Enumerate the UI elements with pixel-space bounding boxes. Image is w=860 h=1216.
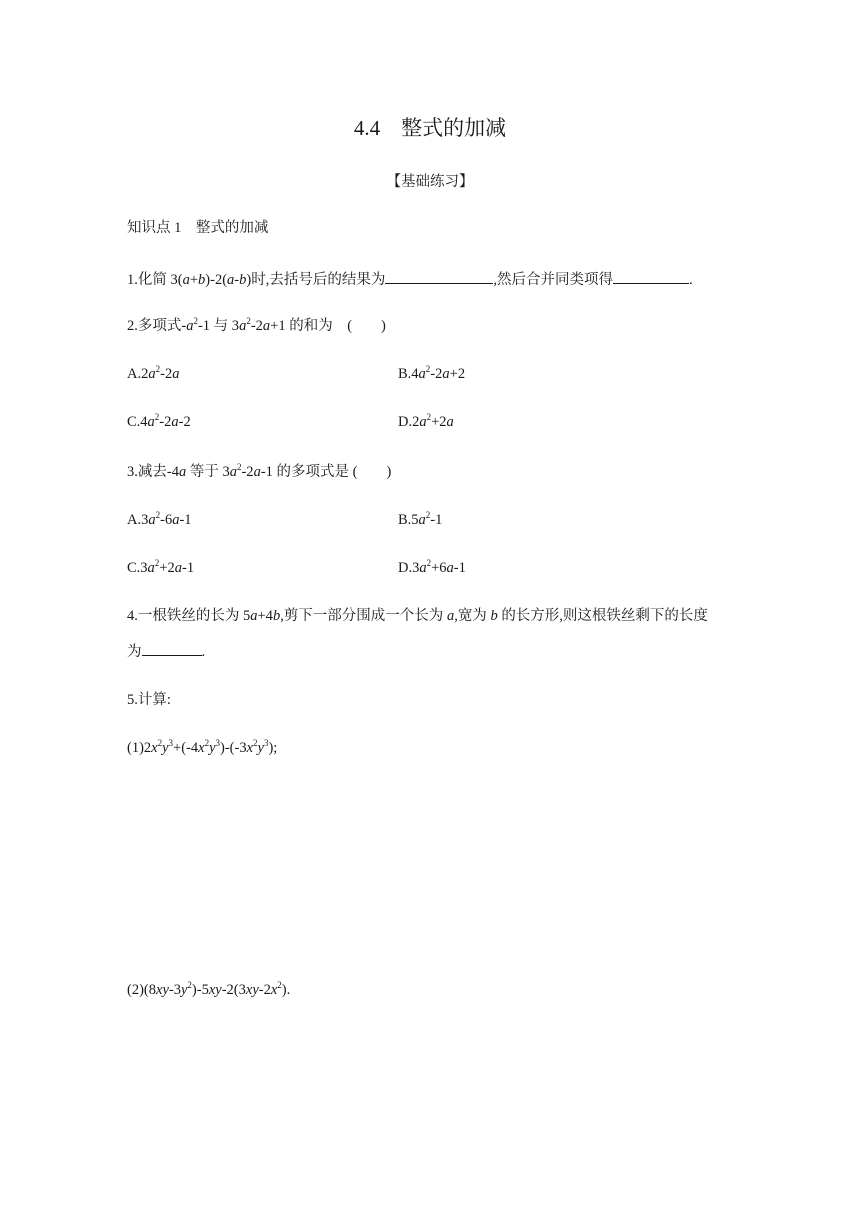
- q3-option-c[interactable]: $C.3a^2+2a-1$: [127, 558, 195, 576]
- answer-blank-3[interactable]: [142, 640, 202, 656]
- question-4-line-2: 为 .: [127, 640, 205, 662]
- q2-option-d[interactable]: $D.2a^2+2a$: [398, 412, 454, 430]
- q2-option-b[interactable]: $B.4a^2-2a+2$: [398, 364, 466, 382]
- section-heading: 【基础练习】: [386, 174, 474, 190]
- question-1: 1.化简 3(a+b)-2(a-b)时,去括号后的结果为 ,然后合并同类项得 .: [127, 268, 693, 290]
- q3-option-d[interactable]: $D.3a^2+6a-1$: [398, 558, 466, 576]
- q2-option-c[interactable]: $C.4a^2-2a-2$: [127, 412, 191, 430]
- answer-blank-2[interactable]: [613, 268, 689, 284]
- question-4: 4.一根铁丝的长为 5a+4b,剪下一部分围成一个长为 a,宽为 b 的长方形,则这根铁丝剩下的长度: [127, 608, 708, 624]
- question-5-part-1: $(1)2x^2y^3+(-4x^2y^3)-(-3x^2y^3)$;: [127, 738, 278, 756]
- question-5-title: 5.计算:: [127, 692, 171, 708]
- question-3: 3.减去-4a 等于 $3a^2-2a-1$ 的多项式是 ( ): [127, 462, 392, 480]
- q2-option-a[interactable]: $A.2a^2-2a$: [127, 364, 180, 382]
- question-5-part-2: $(2)(8xy-3y^2)-5xy-2(3xy-2x^2)$.: [127, 980, 291, 998]
- page-title: 4.4 整式的加减: [353, 116, 507, 140]
- question-2: 2.多项式$-a^2-1$ 与 $3a^2-2a+1$ 的和为 ( ): [127, 316, 386, 334]
- q3-option-b[interactable]: $B.5a^2-1$: [398, 510, 443, 528]
- answer-blank-1[interactable]: [385, 268, 493, 284]
- knowledge-point-heading: 知识点 1 整式的加减: [127, 220, 269, 236]
- q3-option-a[interactable]: $A.3a^2-6a-1$: [127, 510, 192, 528]
